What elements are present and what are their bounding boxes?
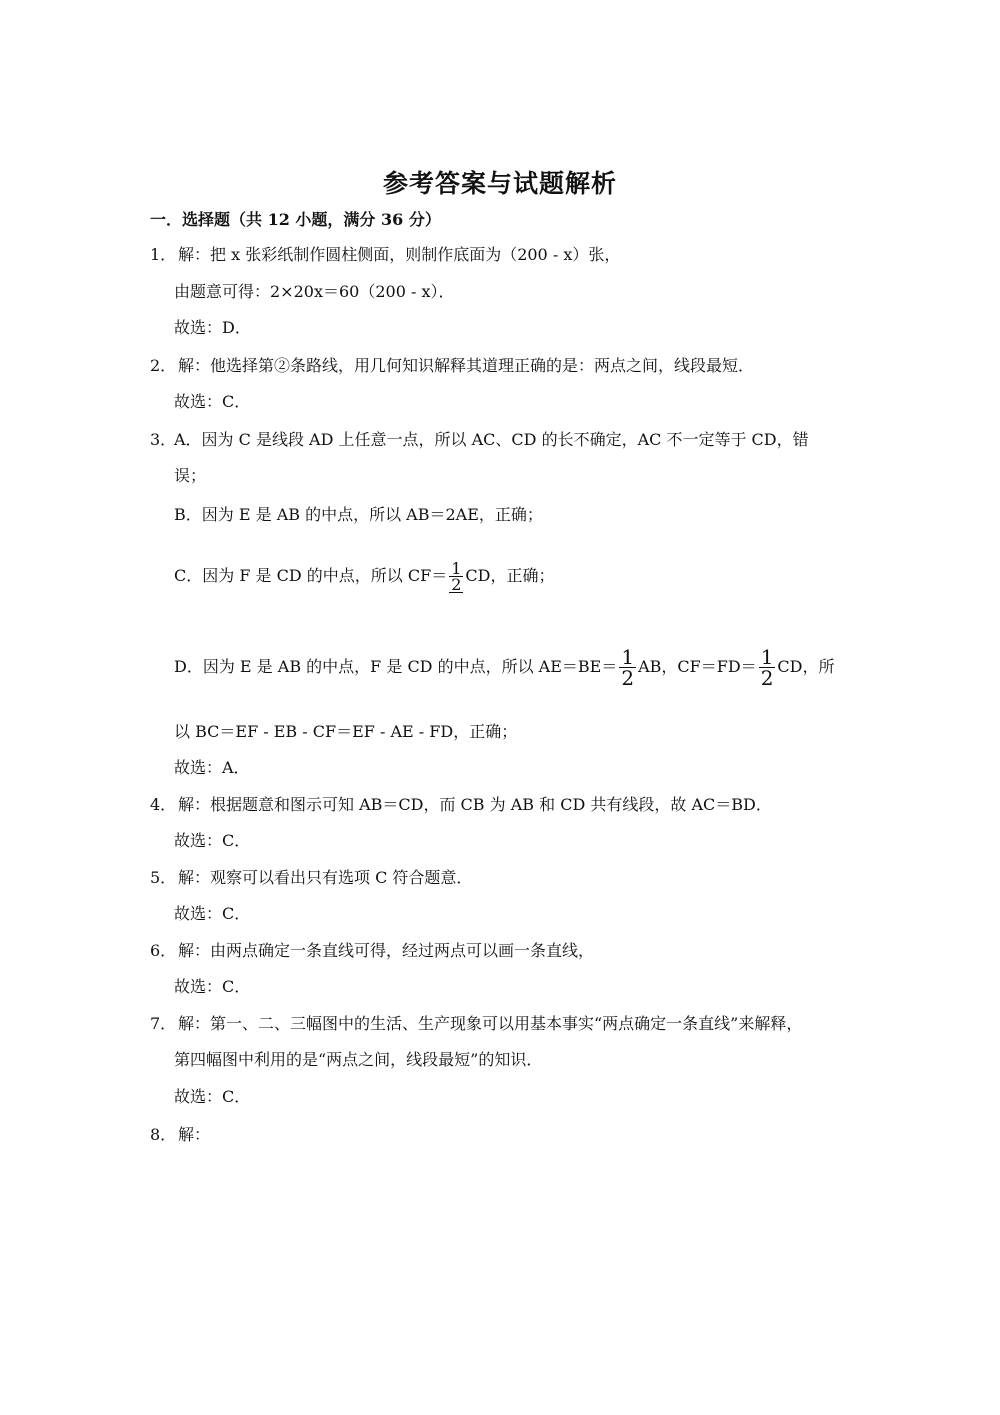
question-number-7: 7．: [150, 1014, 177, 1033]
question-number-2: 2．: [150, 356, 177, 375]
answer-5-line-1: 解：观察可以看出只有选项 C 符合题意．: [178, 868, 473, 887]
answer-5-line-2: 故选：C．: [174, 904, 251, 923]
answer-3-line-3: B．因为 E 是 AB 的中点，所以 AB＝2AE，正确；: [174, 505, 543, 524]
page-title: 参考答案与试题解析: [382, 169, 617, 198]
answer-4-line-1: 解：根据题意和图示可知 AB＝CD，而 CB 为 AB 和 CD 共有线段，故 AC＝BD．: [178, 795, 772, 814]
fraction-denominator: 2: [451, 574, 462, 594]
answer-3-line-4-text-b: CD，正确；: [465, 566, 555, 585]
fraction-one-half: [619, 647, 636, 688]
question-number-8: 8．: [150, 1125, 177, 1144]
fraction-denominator: 2: [621, 666, 635, 690]
answer-2-line-2: 故选：C．: [174, 392, 251, 411]
answer-3-line-4-text-a: C．因为 F 是 CD 的中点，所以 CF＝: [174, 566, 448, 585]
question-number-4: 4．: [150, 795, 177, 814]
question-number-3: 3．: [150, 430, 177, 449]
answer-2-line-1: 解：他选择第②条路线，用几何知识解释其道理正确的是：两点之间，线段最短．: [178, 356, 755, 375]
section-heading: 一．选择题（共 12 小题，满分 36 分）: [150, 210, 441, 229]
answer-7-line-2: 第四幅图中利用的是“两点之间，线段最短”的知识．: [174, 1050, 543, 1069]
answer-1-line-2: 由题意可得：2×20x＝60（200 - x）．: [174, 282, 455, 301]
answer-1-line-1: 解：把 x 张彩纸制作圆柱侧面，则制作底面为（200 - x）张，: [178, 245, 621, 264]
answer-1-line-3: 故选：D．: [174, 318, 251, 337]
fraction-one-half: [449, 558, 463, 594]
answer-7-line-3: 故选：C．: [174, 1087, 251, 1106]
fraction-one-half: [759, 647, 776, 688]
answer-8-line-1: 解：: [178, 1125, 211, 1144]
answer-3-line-5-text-b: AB，CF＝FD＝: [638, 657, 757, 676]
answer-3-line-2: 误；: [174, 466, 207, 485]
question-number-6: 6．: [150, 941, 177, 960]
answer-4-line-2: 故选：C．: [174, 831, 251, 850]
question-number-1: 1．: [150, 245, 177, 264]
answer-3-line-4: [174, 558, 554, 594]
answer-3-line-1: A．因为 C 是线段 AD 上任意一点，所以 AC、CD 的长不确定，AC 不一定等于 CD，错: [174, 430, 809, 449]
fraction-numerator: 1: [451, 558, 462, 578]
answer-6-line-1: 解：由两点确定一条直线可得，经过两点可以画一条直线，: [178, 941, 595, 960]
answer-3-line-7: 故选：A．: [174, 758, 250, 777]
fraction-numerator: 1: [621, 645, 635, 669]
fraction-numerator: 1: [760, 645, 774, 669]
question-number-5: 5．: [150, 868, 177, 887]
answer-3-line-6: 以 BC＝EF - EB - CF＝EF - AE - FD，正确；: [174, 722, 518, 741]
fraction-denominator: 2: [760, 666, 774, 690]
answer-6-line-2: 故选：C．: [174, 977, 251, 996]
answer-3-line-5: [174, 645, 835, 689]
answer-7-line-1: 解：第一、二、三幅图中的生活、生产现象可以用基本事实“两点确定一条直线”来解释，: [178, 1014, 803, 1033]
answer-3-line-5-text-a: D．因为 E 是 AB 的中点，F 是 CD 的中点，所以 AE＝BE＝: [174, 657, 618, 676]
answer-3-line-5-text-c: CD，所: [777, 657, 835, 676]
